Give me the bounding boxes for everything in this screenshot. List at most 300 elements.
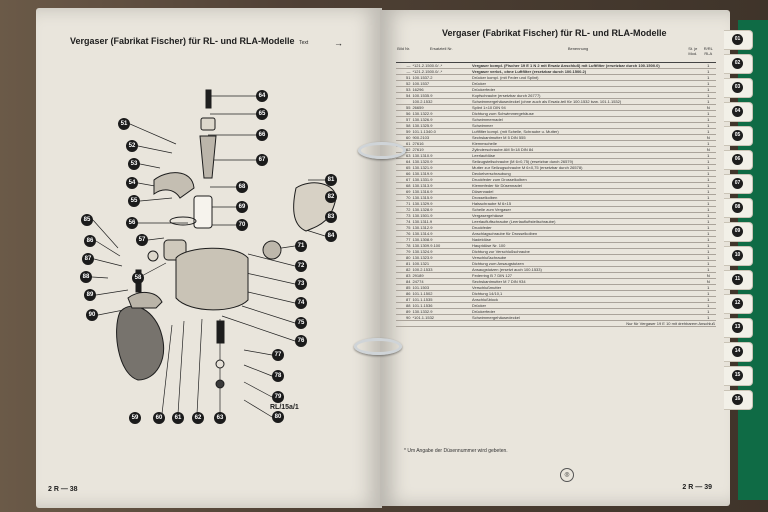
vergasergehaeuse-shape (176, 248, 248, 310)
benennung-cell: Drücker kompl. (mit Feder und Splint) (471, 75, 685, 81)
callout-76 (295, 335, 307, 347)
benennung-cell: Anschlußblock (471, 297, 685, 303)
ersatzteil-nr-cell: 130.1319.9 (411, 171, 471, 177)
bild-nr-cell: 81 (396, 261, 411, 267)
modell-cell: 1 (701, 297, 716, 303)
tab-number: 15 (732, 370, 743, 381)
benennung-cell: Klemmschelle (471, 141, 685, 147)
index-tab[interactable] (724, 342, 753, 362)
bild-nr-cell: 55 (396, 105, 411, 111)
bild-nr-cell: 52 (396, 81, 411, 87)
modell-cell: 1 (701, 309, 716, 315)
modell-cell: 1 (701, 285, 716, 291)
modell-cell: 1 (701, 117, 716, 123)
svg-text:65: 65 (258, 111, 266, 117)
benennung-cell: Verschlußmutter (471, 285, 685, 291)
modell-cell: 1 (701, 267, 716, 273)
index-tab[interactable] (724, 270, 753, 290)
callout-67 (256, 154, 268, 166)
modell-cell: 1 (701, 315, 716, 321)
callout-61 (172, 412, 184, 424)
svg-text:83: 83 (327, 214, 335, 220)
index-tab[interactable] (724, 54, 753, 74)
ersatzteil-nr-cell: 130.1323.9 (411, 255, 471, 261)
callout-59 (129, 412, 141, 424)
benennung-cell: Druckfeder zum Drosselkolben (471, 177, 685, 183)
benennung-cell: Kopfschraube (ersetzbar durch 26777) (471, 93, 685, 99)
modell-cell: 1 (701, 291, 716, 297)
bild-nr-cell: 60 (396, 135, 411, 141)
ersatzteil-nr-cell: 130.1326.9 (411, 117, 471, 123)
svg-text:75: 75 (297, 320, 305, 326)
spring-shape (200, 136, 216, 178)
bild-nr-cell: 83 (396, 273, 411, 279)
bild-nr-cell: 57 (396, 117, 411, 123)
bild-nr-cell: 64 (396, 159, 411, 165)
index-tab[interactable] (724, 294, 753, 314)
bild-nr-cell: 54 (396, 93, 411, 99)
callout-75 (295, 317, 307, 329)
tab-number: 09 (732, 226, 743, 237)
ersatzteil-nr-cell: 130.1320.9 (411, 159, 471, 165)
bild-nr-cell: 76 (396, 231, 411, 237)
ersatzteil-nr-cell: 130.1313.9 (411, 183, 471, 189)
ersatzteil-nr-cell: 100.2.1533 (411, 267, 471, 273)
ersatzteil-nr-cell: *121.2.1500.0/..* (411, 63, 471, 69)
bild-nr-cell: 58 (396, 123, 411, 129)
callout-57 (136, 234, 148, 246)
ersatzteil-nr-cell: 100.2.1532 (411, 99, 471, 105)
modell-cell: N (701, 105, 716, 111)
benennung-cell: Leerlaufdüse (471, 153, 685, 159)
benennung-cell: Nadeldüse (471, 237, 685, 243)
callout-88 (80, 271, 92, 283)
callout-56 (126, 217, 138, 229)
ersatzteil-nr-cell: 101.1.1535 (411, 297, 471, 303)
tab-number: 14 (732, 346, 743, 357)
benennung-cell: Schwimmer (471, 123, 685, 129)
bild-nr-cell: 59 (396, 129, 411, 135)
ersatzteil-nr-cell: 130.1322.9 (411, 111, 471, 117)
svg-text:70: 70 (238, 222, 246, 228)
table-header-row (396, 46, 716, 63)
tab-number: 01 (732, 34, 743, 45)
bild-nr-cell: 89 (396, 309, 411, 315)
luftfilter-shape (117, 306, 164, 380)
ersatzteil-nr-cell: *121.2.1500.0/..* (411, 69, 471, 75)
col-stueck-je-modell: St. je Mod. (685, 46, 700, 63)
side-note-row (396, 321, 716, 327)
left-title-text: Vergaser (Fabrikat Fischer) für RL- und RLA-Modelle (70, 36, 295, 46)
svg-text:86: 86 (86, 238, 94, 244)
binder-ring-top (358, 142, 406, 159)
modell-cell: 1 (701, 225, 716, 231)
tab-number: 06 (732, 154, 743, 165)
callout-87 (82, 253, 94, 265)
bild-nr-cell: 78 (396, 243, 411, 249)
ersatzteil-nr-cell: 130.1316.9 (411, 189, 471, 195)
benennung-cell: Splint 1×10 DIN 94 (471, 105, 685, 111)
bild-nr-cell: — (396, 69, 411, 75)
ersatzteil-nr-cell: 130.1329.9 (411, 201, 471, 207)
callout-83 (325, 211, 337, 223)
index-tab[interactable] (724, 78, 753, 98)
bild-nr-cell: 74 (396, 219, 411, 225)
svg-text:73: 73 (297, 281, 305, 287)
modell-cell: N (701, 279, 716, 285)
ersatzteil-nr-cell: 16296 (411, 87, 471, 93)
parts-table (396, 46, 716, 327)
modell-cell: N (701, 147, 716, 153)
left-title-suffix: Text (299, 40, 309, 46)
ersatzteil-nr-cell: 101.1503 (411, 285, 471, 291)
modell-cell: 1 (701, 303, 716, 309)
bild-nr-cell: 72 (396, 207, 411, 213)
ersatzteil-nr-cell: 130.1332.9 (411, 309, 471, 315)
col-ersatzteil-nr: Ersatzteil Nr. (411, 46, 471, 63)
bild-nr-cell: 53 (396, 87, 411, 93)
svg-text:54: 54 (128, 180, 136, 186)
benennung-cell: Dichtung 14/10,1 (471, 291, 685, 297)
bild-nr-cell: 86 (396, 291, 411, 297)
svg-text:88: 88 (82, 274, 90, 280)
ersatzteil-nr-cell: 130.1312.9 (411, 225, 471, 231)
tab-number: 02 (732, 58, 743, 69)
svg-text:80: 80 (274, 414, 282, 420)
ersatzteil-nr-cell: 130.1328.9 (411, 207, 471, 213)
right-page-title: Vergaser (Fabrikat Fischer) für RL- und RLA-Modelle (442, 28, 667, 38)
tab-number: 03 (732, 82, 743, 93)
bild-nr-cell: 63 (396, 153, 411, 159)
ersatzteil-nr-cell: 27619 (411, 147, 471, 153)
benennung-cell: Seilzugstellschraube (M 6×0,75) (ersetzbar durch 26579) (471, 159, 685, 165)
callout-66 (256, 129, 268, 141)
svg-text:64: 64 (258, 93, 266, 99)
modell-cell: 1 (701, 141, 716, 147)
bild-nr-cell: — (396, 63, 411, 69)
svg-text:72: 72 (297, 263, 305, 269)
modell-cell: 1 (701, 99, 716, 105)
benennung-cell: Drücker (471, 81, 685, 87)
modell-cell: 1 (701, 69, 716, 75)
svg-text:60: 60 (155, 415, 163, 421)
index-tab[interactable] (724, 366, 753, 386)
modell-cell: 1 (701, 207, 716, 213)
modell-cell: 1 (701, 183, 716, 189)
benennung-cell: Schwimmernadel (471, 117, 685, 123)
callout-71 (295, 240, 307, 252)
svg-text:79: 79 (274, 394, 282, 400)
benennung-cell: Deckelverschraubung (471, 171, 685, 177)
svg-text:62: 62 (194, 415, 202, 421)
callout-86 (84, 235, 96, 247)
tab-number: 04 (732, 106, 743, 117)
svg-text:76: 76 (297, 338, 305, 344)
ersatzteil-nr-cell: 100.1535.9 (411, 93, 471, 99)
benennung-cell: Sechskantmutter M 5 DIN 555 (471, 135, 685, 141)
ersatzteil-nr-cell: 24774 (411, 279, 471, 285)
callout-85 (81, 214, 93, 226)
svg-text:56: 56 (128, 220, 136, 226)
svg-text:84: 84 (327, 233, 335, 239)
deckel-shape (201, 118, 215, 130)
modell-cell: N (701, 135, 716, 141)
ersatzteil-nr-cell: 100.1321 (411, 261, 471, 267)
left-page (36, 8, 382, 508)
callout-80 (272, 411, 284, 423)
modell-cell: 1 (701, 243, 716, 249)
modell-cell: 1 (701, 123, 716, 129)
nadelduese-shape (217, 321, 224, 343)
modell-cell: 1 (701, 153, 716, 159)
ersatzteil-nr-cell: 130.1314.9 (411, 231, 471, 237)
callout-90 (86, 309, 98, 321)
tab-number: 11 (732, 274, 743, 285)
callout-51 (118, 118, 130, 130)
verschlussschraube-shape (216, 380, 224, 388)
ersatzteil-nr-cell: 130.1321.9 (411, 165, 471, 171)
svg-text:68: 68 (238, 184, 246, 190)
benennung-cell: Sechskantmutter M 7 DIN 934 (471, 279, 685, 285)
index-tab[interactable] (724, 102, 753, 122)
tab-number: 13 (732, 322, 743, 333)
benennung-cell: Drückerfeder (471, 87, 685, 93)
index-tab[interactable] (724, 30, 753, 50)
callout-53 (128, 158, 140, 170)
col-modell: R/RL RLA (701, 46, 716, 63)
modell-cell: 1 (701, 189, 716, 195)
callout-77 (272, 349, 284, 361)
svg-text:87: 87 (84, 256, 92, 262)
bild-nr-cell: 84 (396, 279, 411, 285)
benennung-cell: Klemmfeder für Düsennadel (471, 183, 685, 189)
modell-cell: 1 (701, 111, 716, 117)
bild-nr-cell: 85 (396, 285, 411, 291)
tab-number: 16 (732, 394, 743, 405)
modell-cell: 1 (701, 195, 716, 201)
bild-nr-cell: 56 (396, 111, 411, 117)
ansaugstutzen-shape (294, 183, 336, 231)
benennung-cell: Dichtung zum Ansaugstutzen (471, 261, 685, 267)
benennung-cell: Düsennadel (471, 189, 685, 195)
ersatzteil-nr-cell: 26659 (411, 105, 471, 111)
modell-cell: 1 (701, 177, 716, 183)
modell-cell: 1 (701, 255, 716, 261)
benennung-cell: Drücker (471, 303, 685, 309)
benennung-cell: Ansaugstutzen (ersetzt auch 100.1533) (471, 267, 685, 273)
modell-cell: 1 (701, 63, 716, 69)
modell-cell: 1 (701, 219, 716, 225)
drosselkolben-shape (194, 196, 212, 228)
callout-60 (153, 412, 165, 424)
right-page (380, 10, 730, 506)
ersatzteil-nr-cell: 130.1325.9 (411, 123, 471, 129)
benennung-cell: Vergaser verlot., ohne Luftfilter (ersetzbar durch 100.1500.2) (471, 69, 685, 75)
svg-text:53: 53 (130, 161, 138, 167)
benennung-cell: Schwimmergehäusedeckel (471, 315, 685, 321)
tab-number: 07 (732, 178, 743, 189)
bild-nr-cell: 90 (396, 315, 411, 321)
col-benennung: Benennung (471, 46, 685, 63)
modell-cell: 1 (701, 261, 716, 267)
index-tab[interactable] (724, 150, 753, 170)
callout-82 (325, 191, 337, 203)
modell-cell: 1 (701, 213, 716, 219)
index-tab[interactable] (724, 198, 753, 218)
ersatzteil-nr-cell: 130.1311.9 (411, 219, 471, 225)
svg-text:77: 77 (274, 352, 282, 358)
svg-text:69: 69 (238, 204, 246, 210)
callout-84b (325, 230, 337, 242)
ersatzteil-nr-cell: 130.1324.9 (411, 249, 471, 255)
bild-nr-cell: 77 (396, 237, 411, 243)
footnote: * Um Angabe der Düsennummer wird gebeten. (404, 448, 508, 454)
ersatzteil-nr-cell: 27616 (411, 141, 471, 147)
ersatzteil-nr-cell: 900.2103 (411, 135, 471, 141)
modell-cell: 1 (701, 237, 716, 243)
bild-nr-cell: 66 (396, 171, 411, 177)
bild-nr-cell: 82 (396, 267, 411, 273)
bild-nr-cell: 87 (396, 297, 411, 303)
schelle-shape (263, 241, 281, 259)
bild-nr-cell: 71 (396, 201, 411, 207)
callout-69 (236, 201, 248, 213)
bild-nr-cell: 88 (396, 303, 411, 309)
bild-nr-cell: 51 (396, 75, 411, 81)
binder-ring-bottom (354, 338, 402, 355)
ersatzteil-nr-cell: 29189 (411, 273, 471, 279)
index-tab[interactable] (724, 174, 753, 194)
callout-58 (132, 272, 144, 284)
modell-cell: 1 (701, 165, 716, 171)
benennung-cell: Vergaser kompl. (Fischer 19 E 1 N 2 mit Ersatz Anschluß) mit Luftfilter (ersetzbar durch 100.1500.0) (471, 63, 685, 69)
modell-cell: 1 (701, 231, 716, 237)
svg-text:82: 82 (327, 194, 335, 200)
benennung-cell: Federring B 7 DIN 127 (471, 273, 685, 279)
ersatzteil-nr-cell: 101.1.1502 (411, 291, 471, 297)
callout-72 (295, 260, 307, 272)
modell-cell: 1 (701, 171, 716, 177)
benennung-cell: Zylinderschraube AM 5×18 DIN 84 (471, 147, 685, 153)
modell-cell: 1 (701, 159, 716, 165)
svg-text:81: 81 (327, 177, 335, 183)
seilzug-screw-shape (206, 90, 211, 108)
benennung-cell: Schelle zum Vergaser (471, 207, 685, 213)
modell-cell: 1 (701, 75, 716, 81)
callout-79 (272, 391, 284, 403)
svg-text:90: 90 (88, 312, 96, 318)
anschluss-block-shape (148, 251, 158, 261)
index-tabs (724, 30, 754, 500)
bild-nr-cell: 70 (396, 195, 411, 201)
callout-74 (295, 297, 307, 309)
tab-number: 08 (732, 202, 743, 213)
right-page-number: 2 R — 39 (682, 484, 712, 491)
bild-nr-cell: 69 (396, 189, 411, 195)
parts-table-body (396, 63, 716, 327)
callout-54 (126, 177, 138, 189)
ersatzteil-nr-cell: 130.1501.9 (411, 213, 471, 219)
svg-text:52: 52 (128, 143, 136, 149)
bild-nr-cell: 73 (396, 213, 411, 219)
bild-nr-cell: 75 (396, 225, 411, 231)
index-tab[interactable] (724, 390, 753, 410)
ersatzteil-nr-cell: 130.1308.9 (411, 237, 471, 243)
svg-text:71: 71 (297, 243, 305, 249)
callout-68 (236, 181, 248, 193)
arrow-icon: → (334, 38, 343, 48)
hauptduese-shape (216, 360, 224, 368)
modell-cell: 1 (701, 201, 716, 207)
bild-nr-cell: 80 (396, 255, 411, 261)
callout-64 (256, 90, 268, 102)
callout-65 (256, 108, 268, 120)
callout-78 (272, 370, 284, 382)
callout-55 (128, 195, 140, 207)
svg-text:57: 57 (138, 237, 146, 243)
tab-number: 05 (732, 130, 743, 141)
left-page-number: 2 R — 38 (48, 486, 78, 493)
bild-nr-cell: 79 (396, 249, 411, 255)
ersatzteil-nr-cell: 100.1537 (411, 81, 471, 87)
schwimmergehaeusedeckel-shape (128, 292, 162, 308)
ersatzteil-nr-cell: 101.1.1340.0 (411, 129, 471, 135)
svg-text:51: 51 (120, 121, 128, 127)
benennung-cell: Dichtung zum Schwimmergehäuse (471, 111, 685, 117)
callout-81 (325, 174, 337, 186)
svg-text:74: 74 (297, 300, 305, 306)
bild-nr-cell: 68 (396, 183, 411, 189)
modell-cell: 1 (701, 93, 716, 99)
svg-text:55: 55 (130, 198, 138, 204)
modell-cell: 1 (701, 87, 716, 93)
svg-text:59: 59 (131, 415, 139, 421)
col-bild-nr: Bild Nr. (396, 46, 411, 63)
tab-number: 10 (732, 250, 743, 261)
svg-text:58: 58 (134, 275, 142, 281)
svg-text:66: 66 (258, 132, 266, 138)
benennung-cell: Schwimmergehäusedeckel (ohne auch als Ersatz-teil für 100.1532 bzw. 101.1.1532) (471, 99, 685, 105)
callout-70 (236, 219, 248, 231)
benennung-cell: Hauptdüse Nr. 100 (471, 243, 685, 249)
svg-text:89: 89 (86, 292, 94, 298)
modell-cell: 1 (701, 249, 716, 255)
ersatzteil-nr-cell: 130.1309.9.100 (411, 243, 471, 249)
bild-nr-cell: 61 (396, 141, 411, 147)
index-tab[interactable] (724, 222, 753, 242)
index-tab[interactable] (724, 126, 753, 146)
benennung-cell: Drückerfeder (471, 309, 685, 315)
index-tab[interactable] (724, 318, 753, 338)
benennung-cell: Mutter zur Seilzugschraube M 6×0,75 (ersetzbar durch 26578) (471, 165, 685, 171)
modell-cell: 1 (701, 129, 716, 135)
callout-89 (84, 289, 96, 301)
benennung-cell: Vergasergehäuse (471, 213, 685, 219)
callout-63 (214, 412, 226, 424)
carburetor-exploded-diagram (36, 8, 382, 508)
svg-text:61: 61 (174, 415, 182, 421)
callout-73 (295, 278, 307, 290)
svg-text:63: 63 (216, 415, 224, 421)
ersatzteil-nr-cell: *101.1.1532 (411, 315, 471, 321)
tab-number: 12 (732, 298, 743, 309)
index-tab[interactable] (724, 246, 753, 266)
ersatzteil-nr-cell: 130.1315.9 (411, 195, 471, 201)
side-note: Nur für Vergaser 19 E 10 mit drehbarem Anschluß (396, 321, 716, 327)
figure-label: RL/15a/1 (270, 404, 299, 411)
kopf-schraube-shape (154, 173, 194, 198)
benennung-cell: Anschlagschraube für Drosselkolben (471, 231, 685, 237)
